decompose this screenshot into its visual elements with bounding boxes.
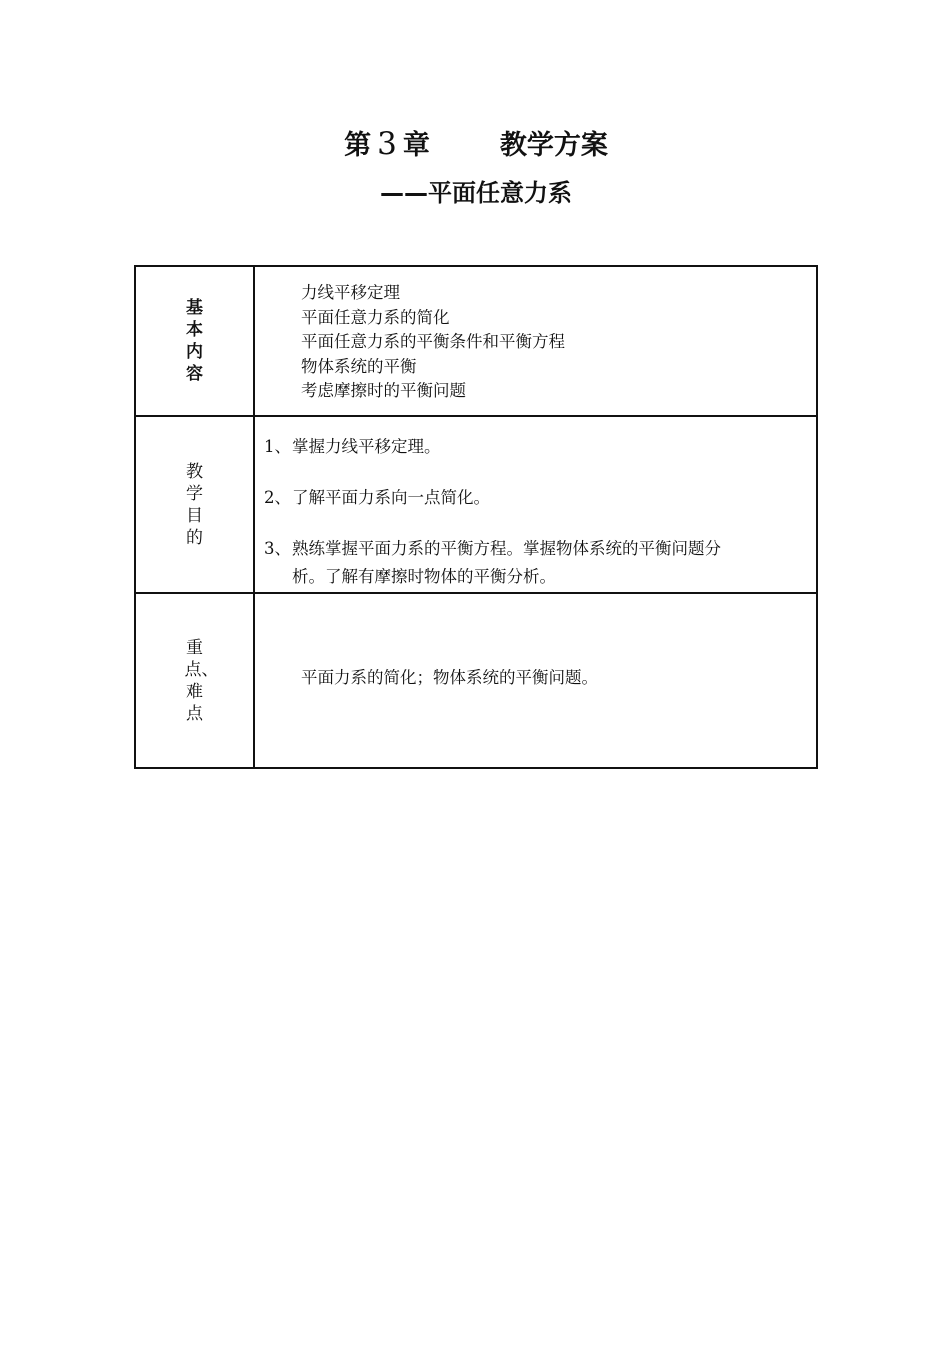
basic-content-row xyxy=(135,266,817,416)
key-points-text: 平面力系的简化；物体系统的平衡问题。 xyxy=(301,668,598,687)
list-item xyxy=(264,484,810,512)
teaching-aims-label-cell xyxy=(135,416,254,593)
list-item xyxy=(264,535,810,591)
list-item: 物体系统的平衡 xyxy=(301,356,417,376)
teaching-aims-list xyxy=(255,417,816,591)
list-item: 力线平移定理 xyxy=(301,283,400,302)
teaching-aims-row xyxy=(135,416,817,593)
item-number: 2、 xyxy=(264,488,291,507)
key-points-label-cell xyxy=(135,593,254,768)
list-item: 考虑摩擦时的平衡问题 xyxy=(301,381,466,400)
basic-content-label: 基本内容 xyxy=(186,298,203,384)
list-item xyxy=(264,433,810,461)
item-text: 熟练掌握平面力系的平衡方程。掌握物体系统的平衡问题分 xyxy=(292,539,721,558)
item-text: 了解平面力系向一点简化。 xyxy=(292,488,490,507)
plan-title: 教学方案 xyxy=(499,130,608,161)
key-points-row xyxy=(135,593,817,768)
list-item: 平面任意力系的平衡条件和平衡方程 xyxy=(301,332,565,351)
chapter-number: 3 xyxy=(377,126,397,162)
basic-content-list xyxy=(255,267,816,404)
document-title xyxy=(0,124,952,164)
teaching-plan-table xyxy=(134,265,818,769)
list-item: 平面任意力系的简化 xyxy=(301,307,450,327)
teaching-aims-label: 教学目的 xyxy=(186,461,203,548)
basic-content-label-cell xyxy=(135,266,254,416)
chapter-suffix: 章 xyxy=(402,130,430,161)
teaching-aims-cell xyxy=(254,416,817,593)
item-number: 1、 xyxy=(264,437,291,456)
key-points-label: 重点、难点 xyxy=(184,637,219,724)
key-points-cell xyxy=(254,593,817,768)
chapter-prefix: 第 xyxy=(344,130,372,161)
item-number: 3、 xyxy=(264,539,291,558)
basic-content-cell xyxy=(254,266,817,416)
item-text: 掌握力线平移定理。 xyxy=(292,437,441,456)
item-text-continued: 析。了解有摩擦时物体的平衡分析。 xyxy=(292,567,556,586)
document-subtitle: ——平面任意力系 xyxy=(380,179,572,207)
